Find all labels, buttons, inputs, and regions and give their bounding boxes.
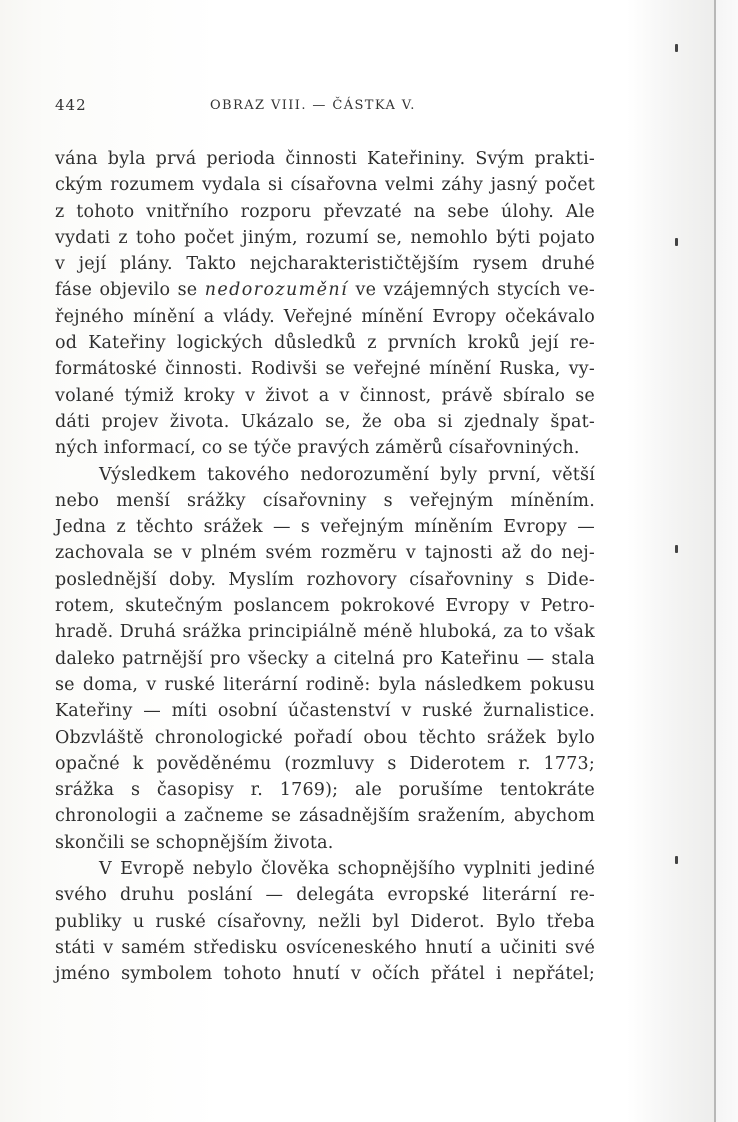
text-line: vydati z toho počet jiným, rozumí se, nemohlo býti pojato xyxy=(55,227,595,248)
text-line: daleko patrnější pro všecky a citelná pro Kateřinu — stala xyxy=(55,648,595,669)
text-line: rotem, skutečným poslancem pokrokové Evropy v Petro- xyxy=(55,596,595,617)
emphasized-word: nedorozumění xyxy=(204,280,349,301)
text-line: se doma, v ruské literární rodině: byla následkem pokusu xyxy=(55,674,595,695)
text-line: opačné k pověděnému (rozmluvy s Diderotem r. 1773; xyxy=(55,753,595,774)
text-line: od Kateřiny logických důsledků z prvních kroků její re- xyxy=(55,333,595,354)
text-line: Kateřiny — míti osobní účastenství v ruské žurnalistice. xyxy=(55,701,595,722)
text-line: Obzvláště chronologické pořadí obou těchto srážek bylo xyxy=(55,727,595,748)
text-line: nebo menší srážky císařovniny s veřejným míněním. xyxy=(55,490,595,511)
text-line: Jedna z těchto srážek — s veřejným míněním Evropy — xyxy=(55,517,595,538)
text-line: publiky u ruské císařovny, nežli byl Diderot. Bylo třeba xyxy=(55,911,595,932)
text-line: řejného mínění a vlády. Veřejné mínění Evropy očekávalo xyxy=(55,306,595,327)
text-line: v její plány. Takto nejcharakterističtějším rysem druhé xyxy=(55,254,595,275)
edge-mark xyxy=(675,238,678,246)
text-line: hradě. Druhá srážka principiálně méně hluboká, za to však xyxy=(55,622,595,643)
body-text xyxy=(55,146,595,988)
text-line: ckým rozumem vydala si císařovna velmi záhy jasný počet xyxy=(55,175,595,196)
page-spine-line xyxy=(714,0,716,1122)
page-edge xyxy=(716,0,738,1122)
paragraph-first-line: Výsledkem takového nedorozumění byly první, větší xyxy=(99,464,595,485)
edge-mark xyxy=(675,545,678,553)
text-line: ných informací, co se týče pravých záměrů císařovniných. xyxy=(55,438,580,459)
text-line xyxy=(55,277,595,303)
text-line: skončili se schopnějším života. xyxy=(55,832,334,853)
running-head: OBRAZ VIII. — ČÁSTKA V. xyxy=(210,98,416,113)
page-number: 442 xyxy=(55,96,87,114)
text-line: státi v samém středisku osvíceneského hnutí a učiniti své xyxy=(55,937,595,958)
edge-mark xyxy=(675,856,678,864)
text-line: zachovala se v plném svém rozměru v tajnosti až do nej- xyxy=(55,543,595,564)
text-line: z tohoto vnitřního rozporu převzaté na sebe úlohy. Ale xyxy=(55,201,595,222)
text-line: dáti projev života. Ukázalo se, že oba si zjednaly špat- xyxy=(55,411,595,432)
text-line: poslednější doby. Myslím rozhovory císařovniny s Dide- xyxy=(55,569,595,590)
text-line: srážka s časopisy r. 1769); ale porušíme tentokráte xyxy=(55,780,595,801)
paragraph-first-line: V Evropě nebylo člověka schopnějšího vyplniti jediné xyxy=(99,859,595,880)
page-header xyxy=(55,96,615,120)
text-line: jméno symbolem tohoto hnutí v očích přátel i nepřátel; xyxy=(55,964,595,985)
text-line: svého druhu poslání — delegáta evropské literární re- xyxy=(55,885,595,906)
text-line: chronologii a začneme se zásadnějším sražením, abychom xyxy=(55,806,595,827)
text-line: vána byla prvá perioda činnosti Kateřininy. Svým prakti- xyxy=(55,149,595,169)
text-segment: ve vzájemných stycích ve- xyxy=(348,280,596,301)
text-line: volané týmiž kroky v život a v činnost, právě sbíralo se xyxy=(55,385,595,406)
edge-mark xyxy=(675,44,678,52)
text-segment: fáse objevilo se xyxy=(55,280,205,301)
text-line: formátoské činnosti. Rodivši se veřejné mínění Ruska, vy- xyxy=(55,359,595,380)
